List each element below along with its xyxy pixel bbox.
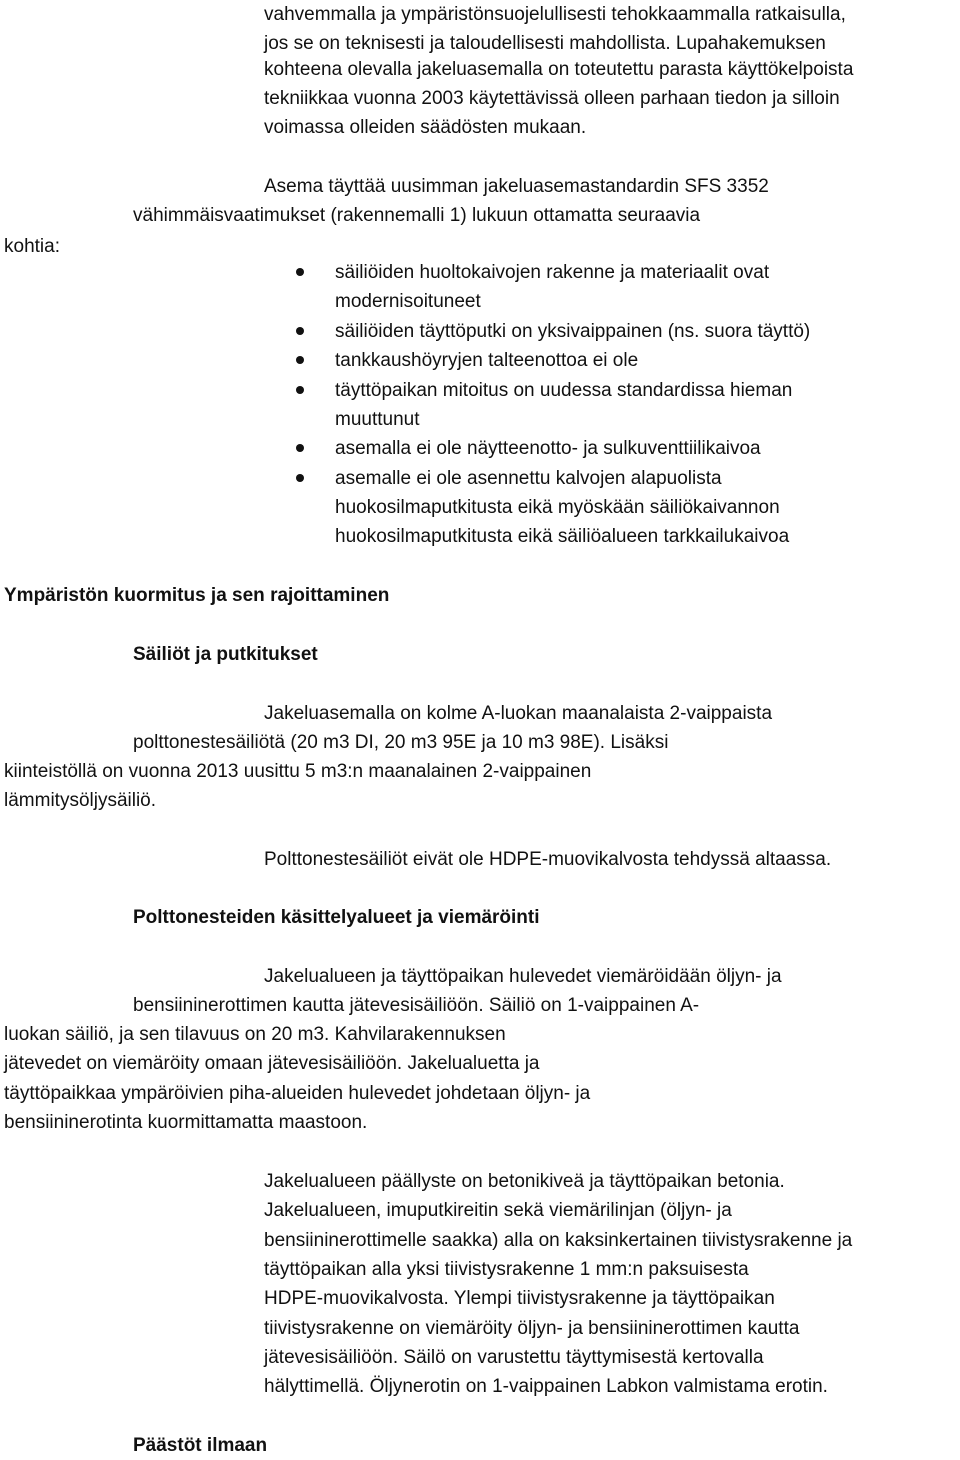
bullet-icon bbox=[296, 268, 304, 276]
text-line: Jakeluasemalla on kolme A-luokan maanalaista 2-vaippaista bbox=[264, 703, 773, 724]
text-line: kohteena olevalla jakeluasemalla on toteutettu parasta käyttökelpoista bbox=[264, 59, 854, 80]
text-line: bensiininerottimen kautta jätevesisäiliöön. Säiliö on 1-vaippainen A- bbox=[133, 995, 700, 1016]
tanks-note: Polttonestesäiliöt eivät ole HDPE-muovikalvosta tehdyssä altaassa. bbox=[264, 849, 832, 870]
text-line: jätevesisäiliöön. Säilö on varustettu täyttymisestä kertovalla bbox=[264, 1347, 764, 1368]
text-line: jätevedet on viemäröity omaan jätevesisäiliöön. Jakelualuetta ja bbox=[4, 1053, 540, 1074]
text-line: täyttöpaikan alla yksi tiivistysrakenne 1 mm:n paksuisesta bbox=[264, 1259, 749, 1280]
subheading-tanks: Säiliöt ja putkitukset bbox=[133, 644, 318, 665]
list-item-text: muuttunut bbox=[335, 409, 420, 430]
list-item-text: modernisoituneet bbox=[335, 291, 481, 312]
subheading-air-emissions: Päästöt ilmaan bbox=[133, 1435, 268, 1456]
text-line: hälyttimellä. Öljynerotin on 1-vaippainen Labkon valmistama erotin. bbox=[264, 1376, 828, 1397]
list-item-text: asemalla ei ole näytteenotto- ja sulkuventtiilikaivoa bbox=[335, 438, 761, 459]
text-line: jos se on teknisesti ja taloudellisesti mahdollista. Lupahakemuksen bbox=[264, 33, 826, 54]
text-line: bensiininerottimelle saakka) alla on kaksinkertainen tiivistysrakenne ja bbox=[264, 1230, 853, 1251]
bullet-icon bbox=[296, 386, 304, 394]
list-item-text: asemalle ei ole asennettu kalvojen alapuolista bbox=[335, 468, 722, 489]
text-line: lämmitysöljysäiliö. bbox=[4, 790, 157, 811]
list-item-text: säiliöiden huoltokaivojen rakenne ja materiaalit ovat bbox=[335, 262, 770, 283]
list-item-text: täyttöpaikan mitoitus on uudessa standardissa hieman bbox=[335, 380, 793, 401]
text-line: täyttöpaikkaa ympäröivien piha-alueiden hulevedet johdetaan öljyn- ja bbox=[4, 1083, 591, 1104]
text-line: kiinteistöllä on vuonna 2013 uusittu 5 m3:n maanalainen 2-vaippainen bbox=[4, 761, 592, 782]
text-line: Asema täyttää uusimman jakeluasemastandardin SFS 3352 bbox=[264, 176, 769, 197]
text-line: polttonestesäiliötä (20 m3 DI, 20 m3 95E ja 10 m3 98E). Lisäksi bbox=[133, 732, 669, 753]
text-line: HDPE-muovikalvosta. Ylempi tiivistysrakenne ja täyttöpaikan bbox=[264, 1288, 775, 1309]
text-line: vähimmäisvaatimukset (rakennemalli 1) lukuun ottamatta seuraavia bbox=[133, 205, 701, 226]
list-item-text: säiliöiden täyttöputki on yksivaippainen (ns. suora täyttö) bbox=[335, 321, 811, 342]
text-line: voimassa olleiden säädösten mukaan. bbox=[264, 117, 587, 138]
section-heading-environment: Ympäristön kuormitus ja sen rajoittaminen bbox=[4, 585, 390, 606]
bullet-icon bbox=[296, 327, 304, 335]
list-item-text: tankkaushöyryjen talteenottoa ei ole bbox=[335, 350, 639, 371]
list-item-text: huokosilmaputkitusta eikä säiliöalueen tarkkailukaivoa bbox=[335, 526, 790, 547]
text-line: Jakelualueen päällyste on betonikiveä ja täyttöpaikan betonia. bbox=[264, 1171, 785, 1192]
text-line: vahvemmalla ja ympäristönsuojelullisesti tehokkaammalla ratkaisulla, bbox=[264, 4, 846, 25]
list-item-text: huokosilmaputkitusta eikä myöskään säiliökaivannon bbox=[335, 497, 780, 518]
text-line: bensiininerotinta kuormittamatta maastoon. bbox=[4, 1112, 368, 1133]
text-line: tekniikkaa vuonna 2003 käytettävissä olleen parhaan tiedon ja silloin bbox=[264, 88, 840, 109]
bullet-icon bbox=[296, 356, 304, 364]
text-line: luokan säiliö, ja sen tilavuus on 20 m3. Kahvilarakennuksen bbox=[4, 1024, 506, 1045]
text-line: Jakelualueen ja täyttöpaikan hulevedet viemäröidään öljyn- ja bbox=[264, 966, 782, 987]
text-line: kohtia: bbox=[4, 236, 60, 257]
bullet-icon bbox=[296, 474, 304, 482]
bullet-icon bbox=[296, 444, 304, 452]
subheading-handling-areas: Polttonesteiden käsittelyalueet ja viemäröinti bbox=[133, 907, 540, 928]
text-line: Jakelualueen, imuputkireitin sekä viemärilinjan (öljyn- ja bbox=[264, 1200, 732, 1221]
text-line: tiivistysrakenne on viemäröity öljyn- ja bensiininerottimen kautta bbox=[264, 1318, 800, 1339]
